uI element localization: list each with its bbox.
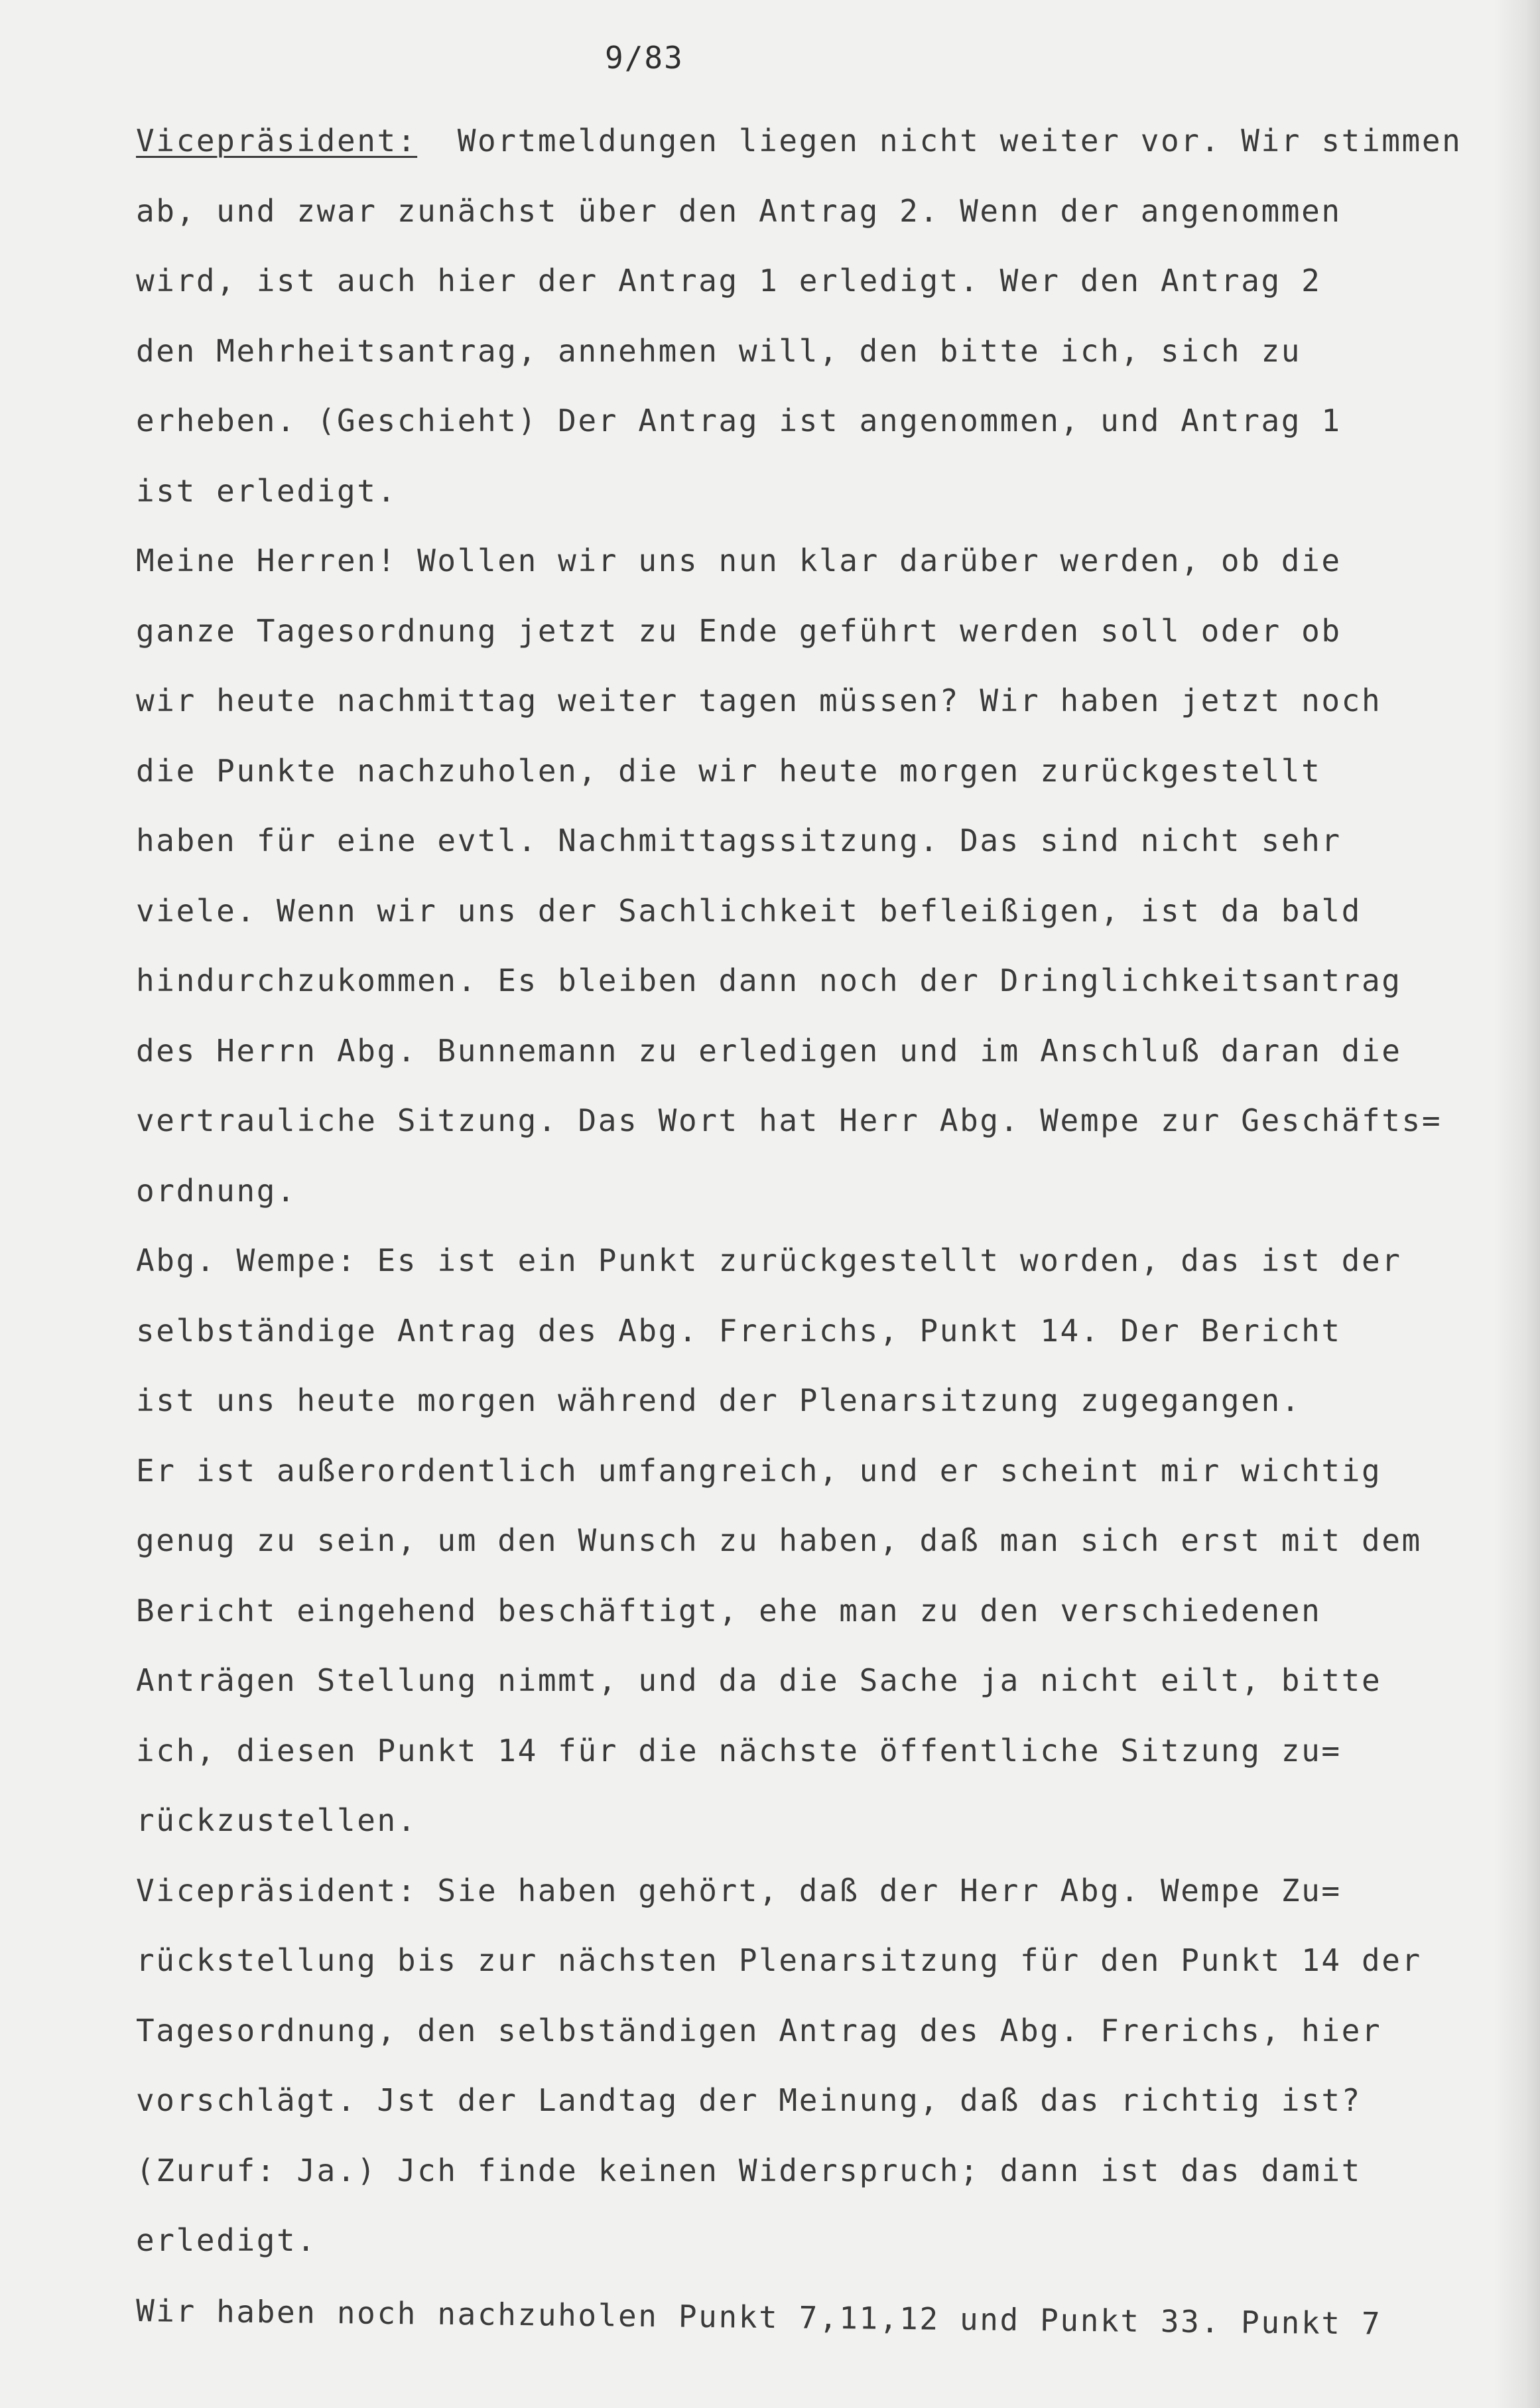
text-line-14: des Herrn Abg. Bunnemann zu erledigen und im Anschluß daran die [136,1032,1402,1069]
document-body [136,106,1515,2346]
text-line-23: Anträgen Stellung nimmt, und da die Sache ja nicht eilt, bitte [136,1662,1382,1698]
text-line-18: selbständige Antrag des Abg. Frerichs, Punkt 14. Der Bericht [136,1312,1342,1349]
text-line-11: haben für eine evtl. Nachmittagssitzung. Das sind nicht sehr [136,823,1342,858]
text-line-24: ich, diesen Punkt 14 für die nächste öffentliche Sitzung zu= [136,1732,1342,1769]
line-text: Wortmeldungen liegen nicht weiter vor. Wir stimmen [417,123,1462,159]
text-line-10: die Punkte nachzuholen, die wir heute morgen zurückgestellt [136,752,1322,789]
text-line-3: wird, ist auch hier der Antrag 1 erledigt. Wer den Antrag 2 [136,263,1322,299]
text-line-32: Wir haben noch nachzuholen Punkt 7,11,12 und Punkt 33. Punkt 7 [135,2292,1382,2342]
text-line-27: rückstellung bis zur nächsten Plenarsitzung für den Punkt 14 der [136,1942,1422,1978]
text-line-30: (Zuruf: Ja.) Jch finde keinen Widerspruch; dann ist das damit [136,2152,1362,2188]
speaker-label: Vicepräsident: [136,123,418,159]
text-line-29: vorschlägt. Jst der Landtag der Meinung, daß das richtig ist? [136,2082,1362,2118]
text-line-25: rückzustellen. [136,1802,418,1838]
text-line-19: ist uns heute morgen während der Plenarsitzung zugegangen. [136,1382,1302,1418]
text-line-4: den Mehrheitsantrag, annehmen will, den bitte ich, sich zu [136,332,1302,369]
text-line-21: genug zu sein, um den Wunsch zu haben, daß man sich erst mit dem [136,1522,1422,1558]
text-line-28: Tagesordnung, den selbständigen Antrag des Abg. Frerichs, hier [136,2012,1382,2048]
text-line-8: ganze Tagesordnung jetzt zu Ende geführt werden soll oder ob [136,612,1342,649]
text-line-26: Vicepräsident: Sie haben gehört, daß der Herr Abg. Wempe Zu= [136,1872,1342,1908]
page-number: 9/83 [605,40,684,76]
text-line-5: erheben. (Geschieht) Der Antrag ist angenommen, und Antrag 1 [136,403,1342,438]
text-line-17: Abg. Wempe: Es ist ein Punkt zurückgestellt worden, das ist der [136,1242,1402,1278]
text-line-13: hindurchzukommen. Es bleiben dann noch der Dringlichkeitsantrag [136,963,1402,998]
text-line-12: viele. Wenn wir uns der Sachlichkeit befleißigen, ist da bald [136,892,1362,929]
text-line-16: ordnung. [136,1172,297,1209]
text-line-2: ab, und zwar zunächst über den Antrag 2. Wenn der angenommen [136,192,1342,229]
text-line-22: Bericht eingehend beschäftigt, ehe man zu den verschiedenen [136,1592,1322,1629]
text-line-9: wir heute nachmittag weiter tagen müssen? Wir haben jetzt noch [136,683,1382,718]
text-line-20: Er ist außerordentlich umfangreich, und er scheint mir wichtig [136,1452,1382,1489]
text-line-15: vertrauliche Sitzung. Das Wort hat Herr Abg. Wempe zur Geschäfts= [136,1103,1443,1138]
text-line-6: ist erledigt. [136,472,397,509]
text-line-1 [136,106,1515,176]
text-line-7: Meine Herren! Wollen wir uns nun klar darüber werden, ob die [136,543,1342,578]
text-line-31: erledigt. [136,2222,317,2258]
